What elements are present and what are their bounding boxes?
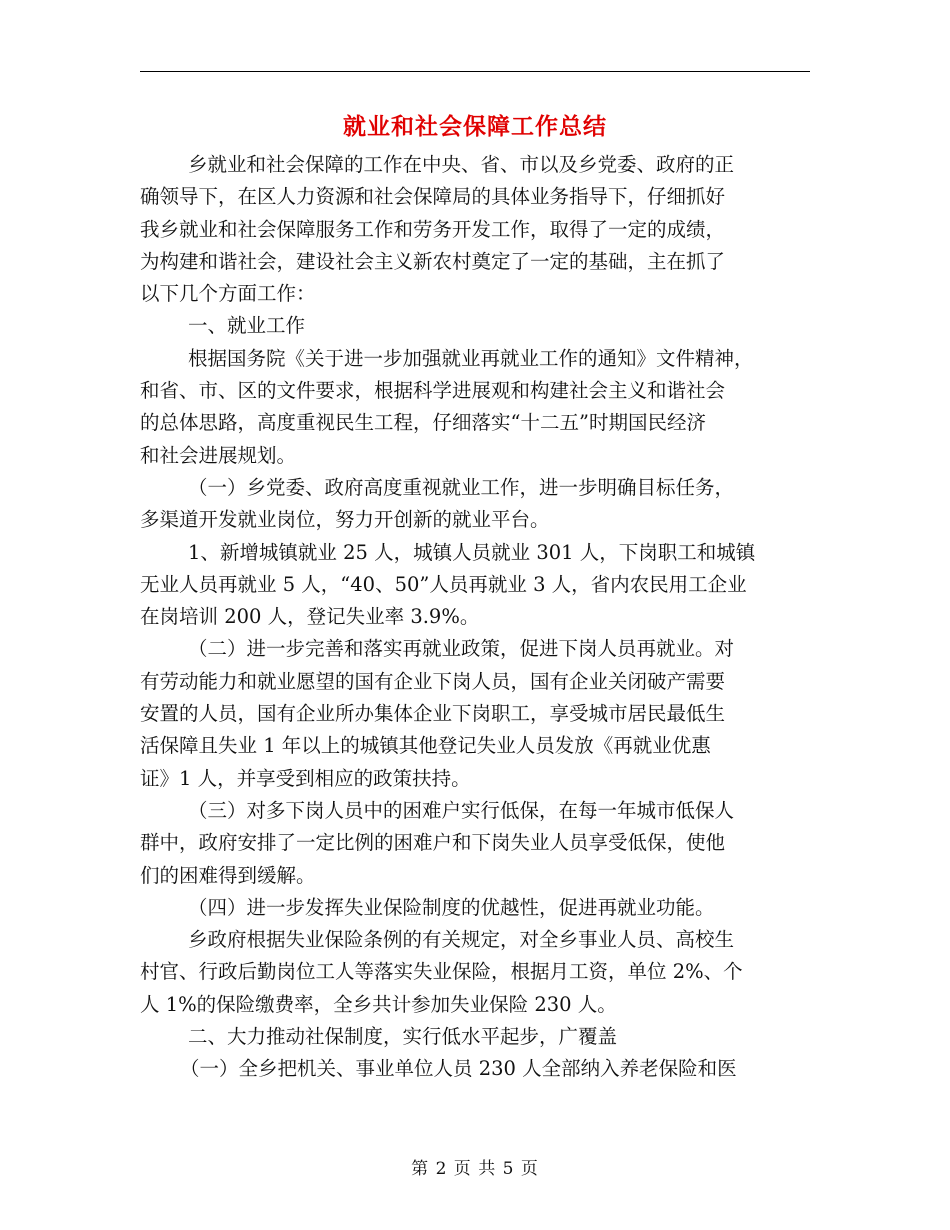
text-line: 乡就业和社会保障的工作在中央、省、市以及乡党委、政府的正 [188,153,735,176]
text-line: 村官、行政后勤岗位工人等落实失业保险，根据月工资，单位 2%、个 [140,960,743,984]
document-title: 就业和社会保障工作总结 [343,113,607,140]
text-line: 和省、市、区的文件要求，根据科学进展观和构建社会主义和谐社会 [140,379,726,403]
text-line: 有劳动能力和就业愿望的国有企业下岗人员，国有企业关闭破产需要 [140,669,726,693]
text-line: （一）乡党委、政府高度重视就业工作，进一步明确目标任务， [188,475,735,499]
header-rule [140,71,810,72]
text-line: 无业人员再就业 5 人，“40、50”人员再就业 3 人，省内农民用工企业 [140,572,747,596]
document-body [140,149,810,1086]
text-line: 活保障且失业 1 年以上的城镇其他登记失业人员发放《再就业优惠 [140,734,711,758]
text-line: 们的困难得到缓解。 [140,863,316,887]
text-line: 证》1 人，并享受到相应的政策扶持。 [140,766,471,790]
text-line: 确领导下，在区人力资源和社会保障局的具体业务指导下，仔细抓好 [140,185,726,209]
text-line: 人 1%的保险缴费率，全乡共计参加失业保险 230 人。 [140,992,617,1016]
text-line: 根据国务院《关于进一步加强就业再就业工作的通知》文件精神， [188,346,754,370]
body-paragraph [140,149,810,1086]
text-line: 安置的人员，国有企业所办集体企业下岗职工，享受城市居民最低生 [140,702,726,726]
text-line: 我乡就业和社会保障服务工作和劳务开发工作，取得了一定的成绩， [140,217,726,241]
text-line: （二）进一步完善和落实再就业政策，促进下岗人员再就业。对 [188,637,735,661]
text-line: 多渠道开发就业岗位，努力开创新的就业平台。 [140,508,550,532]
text-line: 的总体思路，高度重视民生工程，仔细落实“十二五”时期国民经济 [140,411,706,435]
text-line: （三）对多下岗人员中的困难户实行低保，在每一年城市低保人 [188,798,735,822]
text-line: 和社会进展规划。 [140,443,297,467]
text-line: 以下几个方面工作： [140,282,316,306]
text-line: 为构建和谐社会，建设社会主义新农村奠定了一定的基础，主在抓了 [140,249,726,273]
text-line: 乡政府根据失业保险条例的有关规定，对全乡事业人员、高校生 [188,928,735,952]
text-line: 1、新增城镇就业 25 人，城镇人员就业 301 人，下岗职工和城镇 [188,540,756,564]
text-line: 群中，政府安排了一定比例的困难户和下岗失业人员享受低保，使他 [140,831,726,855]
text-line: （一）全乡把机关、事业单位人员 230 人全部纳入养老保险和医 [180,1057,737,1081]
text-line: 在岗培训 200 人，登记失业率 3.9%。 [140,605,480,629]
text-line: 一、就业工作 [188,314,306,338]
page-footer: 第 2 页 共 5 页 [411,1159,539,1179]
text-line: （四）进一步发挥失业保险制度的优越性，促进再就业功能。 [188,895,715,919]
text-line: 二、大力推动社保制度，实行低水平起步，广覆盖 [188,1025,618,1049]
